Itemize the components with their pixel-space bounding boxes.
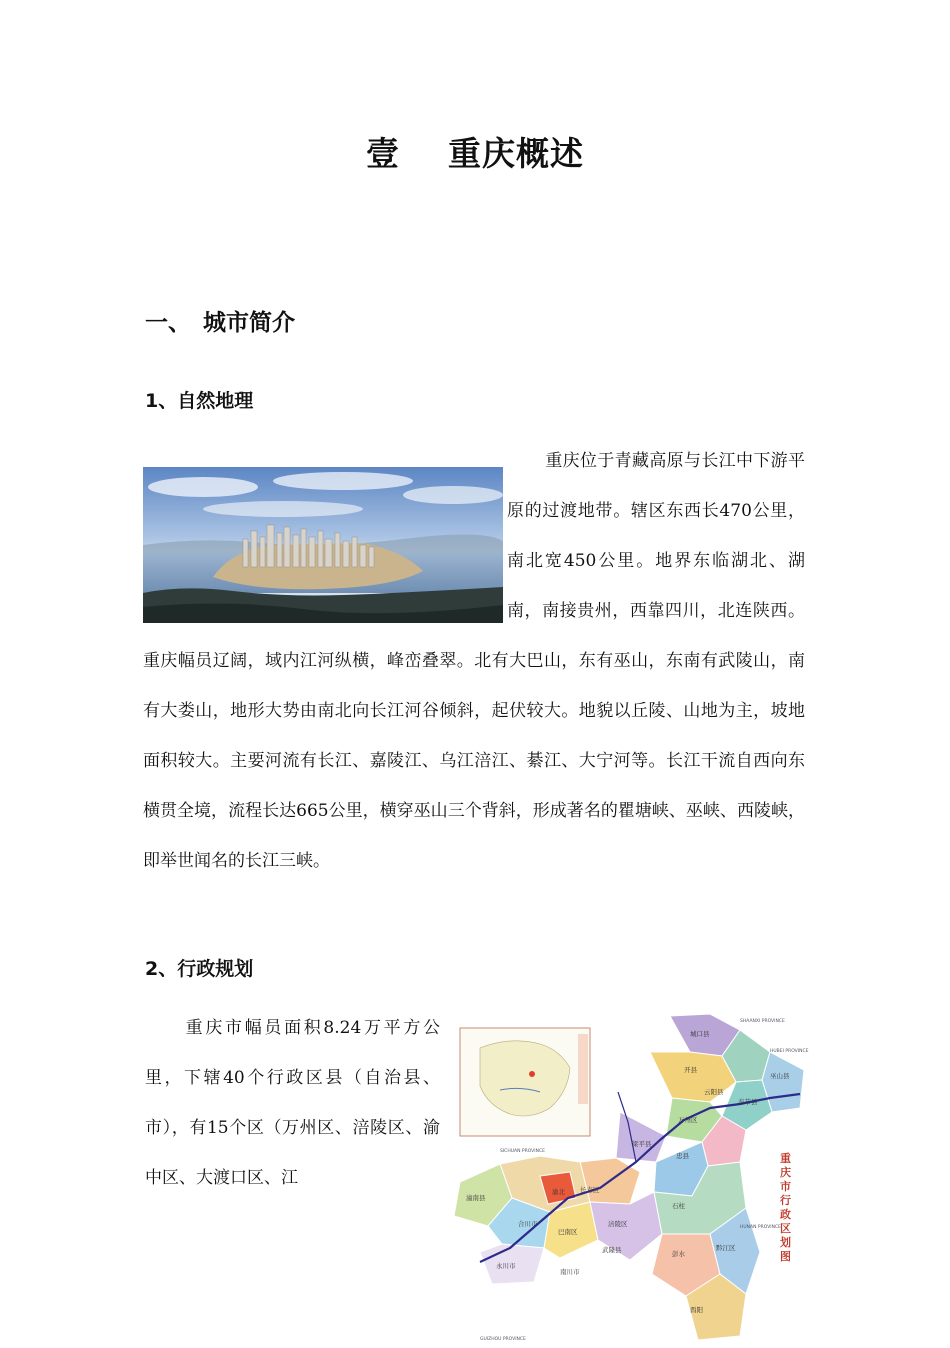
administrative-map <box>440 1012 810 1344</box>
svg-text:HUNAN PROVINCE: HUNAN PROVINCE <box>740 1225 781 1230</box>
title-main: 重庆概述 <box>448 134 584 173</box>
svg-text:SICHUAN PROVINCE: SICHUAN PROVINCE <box>500 1149 545 1154</box>
svg-text:武隆县: 武隆县 <box>602 1246 622 1254</box>
svg-text:永川市: 永川市 <box>496 1262 516 1270</box>
svg-text:石柱: 石柱 <box>672 1202 685 1210</box>
document-title <box>0 128 950 175</box>
map-title-char: 重 <box>780 1152 791 1165</box>
section-title: 城市简介 <box>203 310 295 336</box>
svg-text:万州区: 万州区 <box>678 1116 698 1124</box>
svg-text:奉节县: 奉节县 <box>738 1098 758 1106</box>
section-heading <box>145 304 295 337</box>
svg-text:彭水: 彭水 <box>672 1250 685 1258</box>
svg-text:南川市: 南川市 <box>560 1268 580 1276</box>
map-title-char: 图 <box>780 1250 791 1263</box>
map-title-char: 市 <box>780 1180 791 1193</box>
city-panorama-photo <box>143 467 503 623</box>
svg-text:合川市: 合川市 <box>518 1220 538 1228</box>
svg-text:梁平县: 梁平县 <box>632 1140 652 1148</box>
svg-text:渝北: 渝北 <box>552 1188 565 1196</box>
svg-text:SHAANXI PROVINCE: SHAANXI PROVINCE <box>740 1019 785 1024</box>
administration-paragraph: 重庆市幅员面积8.24万平方公里，下辖40个行政区县（自治县、市），有15个区（万州区、涪陵区、渝中区、大渡口区、江 <box>145 1018 440 1188</box>
svg-text:涪陵区: 涪陵区 <box>608 1220 628 1228</box>
subsection-heading-administration: 2、行政规划 <box>145 958 254 980</box>
administration-block <box>145 1003 440 1203</box>
svg-text:长寿区: 长寿区 <box>580 1186 600 1194</box>
map-title-char: 庆 <box>780 1166 791 1179</box>
geography-paragraph: 重庆位于青藏高原与长江中下游平原的过渡地带。辖区东西长470公里，南北宽450公里。地界东临湖北、湖南，南接贵州，西靠四川，北连陕西。重庆幅员辽阔，域内江河纵横，峰峦叠翠。北有大巴山，东有巫山，东南有武陵山，南有大娄山，地形大势由南北向长江河谷倾斜，起伏较大。地貌以丘陵、山地为主，坡地面积较大。主要河流有长江、嘉陵江、乌江涪江、綦江、大宁河等。长江干流自西向东横贯全境，流程长达665公里，横穿巫山三个背斜，形成著名的瞿塘峡、巫峡、西陵峡，即举世闻名的长江三峡。 <box>143 451 805 871</box>
svg-text:巴南区: 巴南区 <box>558 1228 578 1236</box>
map-title-char: 政 <box>780 1208 791 1221</box>
section-number: 一、 <box>145 310 191 336</box>
geography-block <box>143 436 805 886</box>
map-title-char: 划 <box>780 1236 791 1249</box>
svg-text:开县: 开县 <box>684 1066 697 1074</box>
svg-text:GUIZHOU PROVINCE: GUIZHOU PROVINCE <box>480 1337 526 1342</box>
map-title-char: 行 <box>780 1194 791 1207</box>
svg-text:忠县: 忠县 <box>676 1152 689 1160</box>
title-prefix: 壹 <box>366 134 400 173</box>
subsection-heading-geography: 1、自然地理 <box>145 390 254 412</box>
svg-text:HUBEI PROVINCE: HUBEI PROVINCE <box>770 1049 809 1054</box>
map-title-char: 区 <box>780 1222 791 1235</box>
svg-text:酉阳: 酉阳 <box>690 1306 703 1314</box>
svg-text:潼南县: 潼南县 <box>466 1194 486 1202</box>
svg-text:巫山县: 巫山县 <box>770 1072 790 1080</box>
svg-text:城口县: 城口县 <box>690 1030 710 1038</box>
china-inset-map <box>460 1028 590 1136</box>
svg-text:黔江区: 黔江区 <box>716 1244 736 1252</box>
svg-text:云阳县: 云阳县 <box>704 1088 724 1096</box>
